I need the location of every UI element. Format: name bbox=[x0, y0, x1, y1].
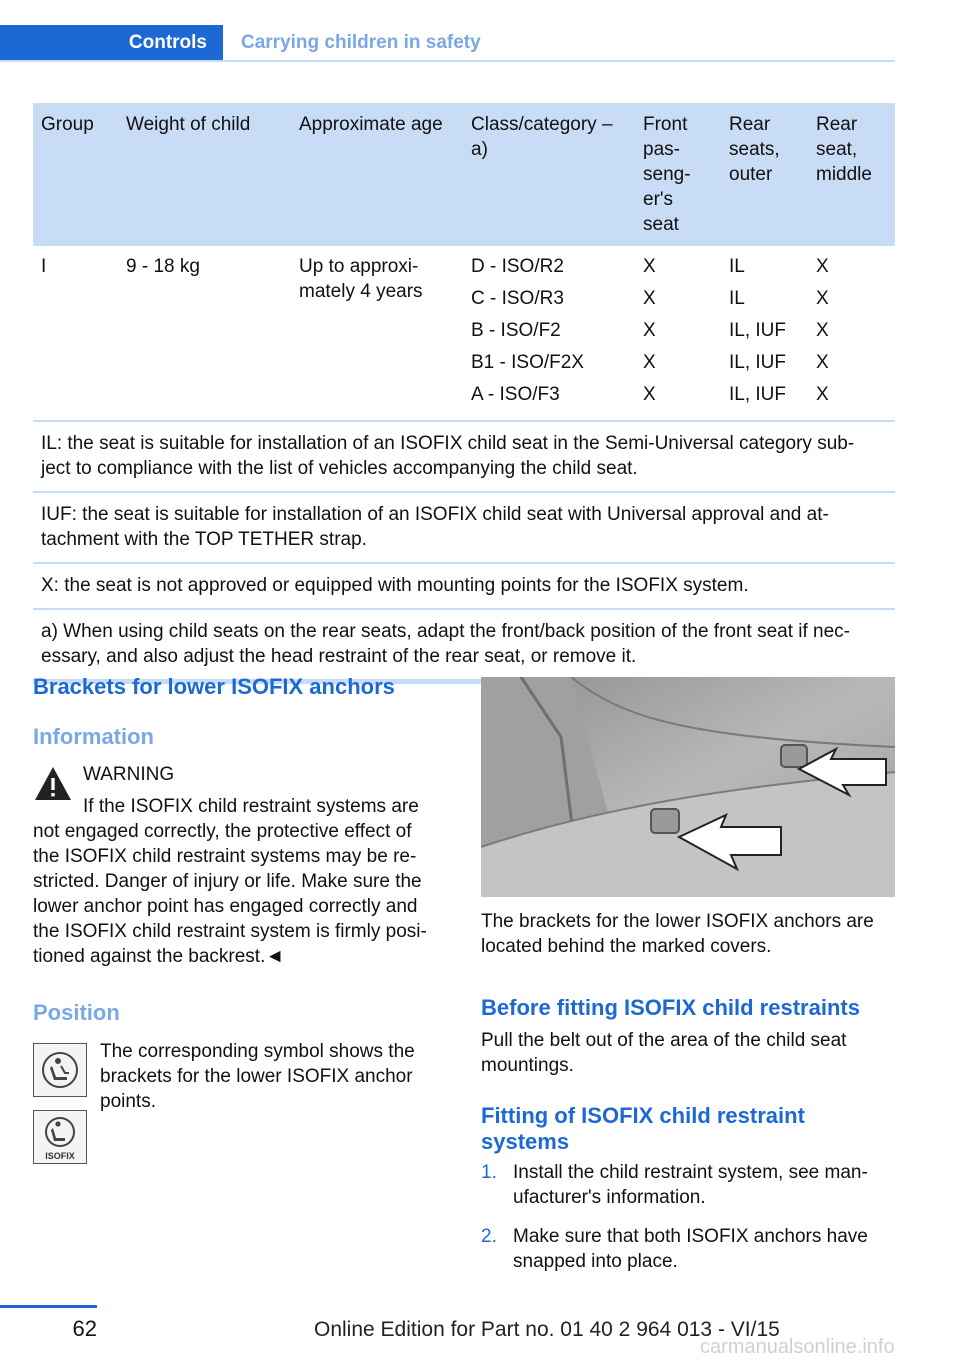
note-x bbox=[33, 563, 895, 609]
caption-line: The brackets for the lower ISOFIX anchors are bbox=[481, 911, 874, 932]
note-line: X: the seat is not approved or equipped with mounting points for the ISOFIX system. bbox=[41, 575, 749, 596]
front-item: X bbox=[643, 352, 656, 373]
col-rear-middle-line: seat, bbox=[816, 139, 858, 160]
step-number: 2. bbox=[481, 1226, 497, 1247]
warning-line: stricted. Danger of injury or life. Make sure the bbox=[33, 871, 422, 892]
col-rear-outer-line: Rear bbox=[729, 114, 771, 135]
col-class-line: Class/category – bbox=[471, 114, 613, 135]
cell-rear-middle bbox=[808, 246, 895, 421]
note-line: ject to compliance with the list of vehicles accompanying the child seat. bbox=[41, 458, 638, 479]
position-line: brackets for the lower ISOFIX anchor bbox=[100, 1066, 413, 1087]
rear-outer-item: IL bbox=[729, 288, 745, 309]
before-heading: Before fitting ISOFIX child restraints bbox=[481, 995, 860, 1020]
warning-line: the ISOFIX child restraint system is firmly posi- bbox=[33, 921, 427, 942]
fitting-heading-line: Fitting of ISOFIX child restraint bbox=[481, 1103, 805, 1128]
step-text bbox=[513, 1160, 868, 1210]
class-item: B1 - ISO/F2X bbox=[471, 352, 584, 373]
warning-line: lower anchor point has engaged correctly and bbox=[33, 896, 418, 917]
note-iuf bbox=[33, 492, 895, 563]
note-a bbox=[33, 609, 895, 682]
cell-rear-outer bbox=[721, 246, 808, 421]
col-front-line: Front bbox=[643, 114, 688, 135]
col-age: Approximate age bbox=[291, 103, 463, 246]
cell-front bbox=[635, 246, 721, 421]
col-rear-middle-line: middle bbox=[816, 164, 872, 185]
note-il bbox=[33, 421, 895, 492]
rear-outer-item: IL, IUF bbox=[729, 352, 787, 373]
photo-caption bbox=[481, 909, 895, 959]
table-row bbox=[33, 246, 895, 421]
col-front bbox=[635, 103, 721, 246]
isofix-bracket-photo bbox=[481, 677, 895, 897]
step-line: Install the child restraint system, see man- bbox=[513, 1162, 868, 1183]
col-rear-outer-line: seats, bbox=[729, 139, 780, 160]
chapter-title[interactable]: Carrying children in safety bbox=[241, 32, 481, 53]
col-class-line: a) bbox=[471, 139, 488, 160]
note-line: IUF: the seat is suitable for installation of an ISOFIX child seat with Universal approval and at- bbox=[41, 504, 829, 525]
position-line: The corresponding symbol shows the bbox=[100, 1041, 415, 1062]
cell-age bbox=[291, 246, 463, 421]
col-rear-outer-line: outer bbox=[729, 164, 773, 185]
class-item: B - ISO/F2 bbox=[471, 320, 561, 341]
warning-line: not engaged correctly, the protective effect of bbox=[33, 821, 412, 842]
front-item: X bbox=[643, 288, 656, 309]
steps-list bbox=[481, 1160, 895, 1288]
cell-age-line: Up to approxi- bbox=[299, 256, 419, 277]
step-line: snapped into place. bbox=[513, 1251, 678, 1272]
warning-line: the ISOFIX child restraint systems may be re- bbox=[33, 846, 417, 867]
fitting-heading bbox=[481, 1103, 805, 1155]
info-heading: Information bbox=[33, 724, 154, 749]
caption-line: located behind the marked covers. bbox=[481, 936, 772, 957]
cell-classes bbox=[463, 246, 635, 421]
isofix-icon-label: ISOFIX bbox=[45, 1151, 75, 1161]
warning-first-line: If the ISOFIX child restraint systems are bbox=[83, 796, 419, 817]
class-item: A - ISO/F3 bbox=[471, 384, 560, 405]
before-text bbox=[481, 1028, 846, 1078]
col-front-line: seng- bbox=[643, 164, 691, 185]
col-weight: Weight of child bbox=[118, 103, 291, 246]
class-item: D - ISO/R2 bbox=[471, 256, 564, 277]
step-line: Make sure that both ISOFIX anchors have bbox=[513, 1226, 868, 1247]
cell-group: I bbox=[33, 246, 118, 421]
section-tab[interactable]: Controls bbox=[0, 25, 223, 60]
front-item: X bbox=[643, 384, 656, 405]
position-line: points. bbox=[100, 1091, 156, 1112]
rear-middle-item: X bbox=[816, 384, 829, 405]
col-front-line: er's bbox=[643, 189, 674, 210]
warning-label: WARNING bbox=[83, 764, 175, 785]
col-group: Group bbox=[33, 103, 118, 246]
table-note-row bbox=[33, 421, 895, 492]
table-header-row bbox=[33, 103, 895, 246]
rear-outer-item: IL, IUF bbox=[729, 320, 787, 341]
rear-middle-item: X bbox=[816, 320, 829, 341]
step-text bbox=[513, 1224, 868, 1274]
class-item: C - ISO/R3 bbox=[471, 288, 564, 309]
before-line: Pull the belt out of the area of the child seat bbox=[481, 1030, 847, 1051]
watermark: carmanualsonline.info bbox=[700, 1336, 895, 1358]
table-note-row bbox=[33, 609, 895, 682]
isofix-table bbox=[33, 103, 895, 684]
cell-age-line: mately 4 years bbox=[299, 281, 423, 302]
note-line: tachment with the TOP TETHER strap. bbox=[41, 529, 367, 550]
col-rear-middle-line: Rear bbox=[816, 114, 858, 135]
front-item: X bbox=[643, 256, 656, 277]
fitting-heading-line: systems bbox=[481, 1129, 570, 1154]
step-number: 1. bbox=[481, 1162, 497, 1183]
rear-middle-item: X bbox=[816, 352, 829, 373]
table-note-row bbox=[33, 563, 895, 609]
footer-divider bbox=[0, 1305, 97, 1308]
cell-weight: 9 - 18 kg bbox=[118, 246, 291, 421]
warning-line: tioned against the backrest.◄ bbox=[33, 946, 285, 967]
front-item: X bbox=[643, 320, 656, 341]
table-note-row bbox=[33, 492, 895, 563]
section-heading: Brackets for lower ISOFIX anchors bbox=[33, 674, 395, 699]
col-front-line: seat bbox=[643, 214, 679, 235]
note-line: essary, and also adjust the head restraint of the rear seat, or remove it. bbox=[41, 646, 637, 667]
list-item bbox=[481, 1160, 895, 1224]
position-text bbox=[100, 1039, 415, 1114]
position-heading: Position bbox=[33, 1000, 120, 1025]
note-line: IL: the seat is suitable for installation of an ISOFIX child seat in the Semi-Universal category sub- bbox=[41, 433, 855, 454]
col-rear-middle bbox=[808, 103, 895, 246]
col-front-line: pas- bbox=[643, 139, 680, 160]
rear-outer-item: IL, IUF bbox=[729, 384, 787, 405]
header-divider bbox=[0, 60, 895, 62]
warning-icon bbox=[33, 764, 73, 804]
isofix-icon bbox=[33, 1110, 87, 1164]
col-rear-outer bbox=[721, 103, 808, 246]
warning-text bbox=[33, 819, 448, 969]
rear-middle-item: X bbox=[816, 288, 829, 309]
step-line: ufacturer's information. bbox=[513, 1187, 706, 1208]
before-line: mountings. bbox=[481, 1055, 574, 1076]
note-line: a) When using child seats on the rear seats, adapt the front/back position of the front seat if nec- bbox=[41, 621, 851, 642]
rear-middle-item: X bbox=[816, 256, 829, 277]
rear-outer-item: IL bbox=[729, 256, 745, 277]
edition-text: Online Edition for Part no. 01 40 2 964 013 - VI/15 bbox=[314, 1318, 780, 1341]
col-class bbox=[463, 103, 635, 246]
child-seat-icon bbox=[33, 1043, 87, 1097]
page-number: 62 bbox=[72, 1316, 97, 1341]
list-item bbox=[481, 1224, 895, 1288]
